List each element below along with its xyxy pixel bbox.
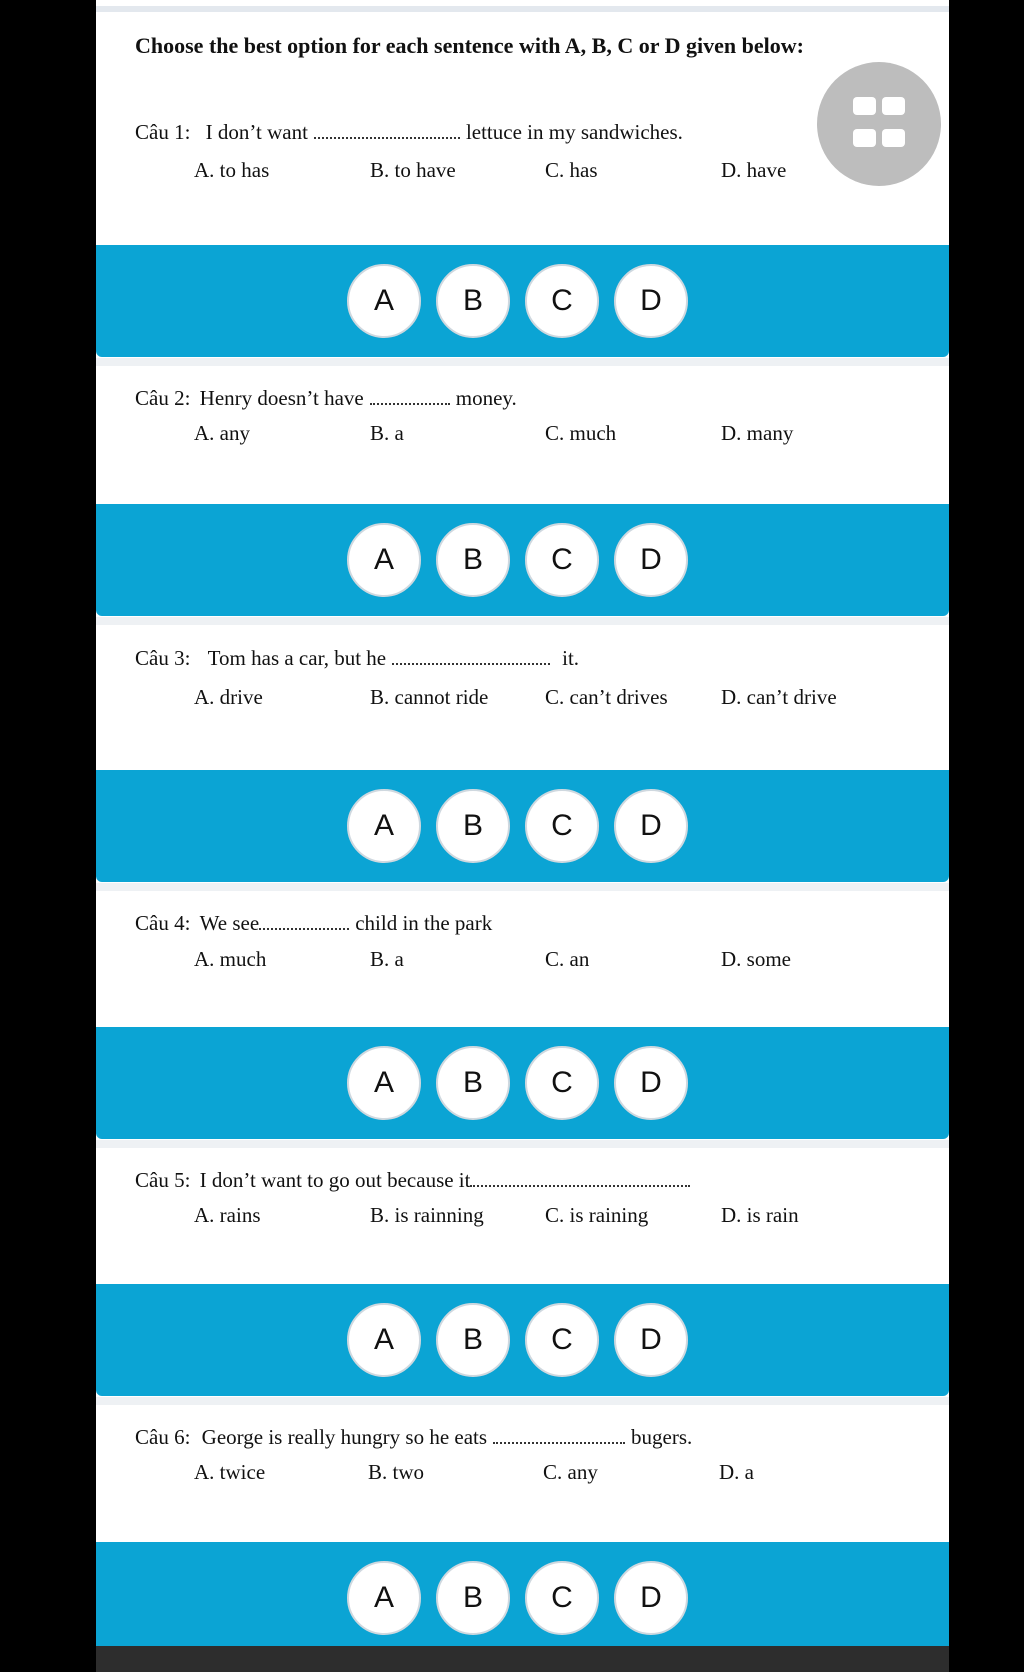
answer-blank: [493, 1428, 625, 1444]
option-d: D. many: [721, 421, 794, 445]
question-after-blank: lettuce in my sandwiches.: [465, 120, 683, 144]
question-after-blank: money.: [455, 386, 517, 410]
answer-bar-4: [96, 1027, 949, 1139]
options-row: [96, 1460, 949, 1490]
question-5: [96, 1148, 949, 1284]
option-b: B. two: [368, 1460, 425, 1484]
answer-d-button[interactable]: D: [614, 1561, 688, 1635]
question-before-blank: I don’t want to go out because it: [199, 1168, 471, 1192]
option-b: B. is rainning: [370, 1203, 484, 1227]
bottom-bar: [96, 1646, 949, 1672]
quiz-page: [96, 0, 949, 1672]
answer-d-button[interactable]: D: [614, 264, 688, 338]
option-c: C. is raining: [545, 1203, 649, 1227]
answer-c-button[interactable]: C: [525, 523, 599, 597]
answer-b-button[interactable]: B: [436, 523, 510, 597]
answer-a-button[interactable]: A: [347, 523, 421, 597]
answer-b-button[interactable]: B: [436, 1561, 510, 1635]
option-b: B. a: [370, 421, 404, 445]
answer-bar-6: [96, 1542, 949, 1654]
answer-a-button[interactable]: A: [347, 789, 421, 863]
question-text: [135, 120, 683, 145]
question-text: [135, 646, 579, 671]
question-after-blank: bugers.: [631, 1425, 693, 1449]
question-before-blank: Tom has a car, but he: [207, 646, 387, 670]
option-a: A. any: [194, 421, 250, 445]
options-row: [96, 685, 949, 715]
question-before-blank: We see: [199, 911, 260, 935]
question-after-blank: child in the park: [355, 911, 493, 935]
section-divider: [96, 1397, 949, 1405]
question-text: [135, 911, 492, 936]
question-number: Câu 2:: [135, 386, 191, 410]
option-a: A. much: [194, 947, 267, 971]
question-6: [96, 1405, 949, 1541]
options-row: [96, 158, 949, 188]
question-number: Câu 6:: [135, 1425, 191, 1449]
answer-blank: [470, 1171, 690, 1187]
question-before-blank: I don’t want: [205, 120, 308, 144]
answer-c-button[interactable]: C: [525, 1046, 599, 1120]
question-text: [135, 1425, 692, 1450]
answer-c-button[interactable]: C: [525, 264, 599, 338]
question-number: Câu 5:: [135, 1168, 191, 1192]
options-row: [96, 947, 949, 977]
option-d: D. is rain: [721, 1203, 799, 1227]
answer-d-button[interactable]: D: [614, 1303, 688, 1377]
instruction-heading: Choose the best option for each sentence with A, B, C or D given below:: [135, 33, 804, 58]
option-b: B. cannot ride: [370, 685, 489, 709]
option-c: C. can’t drives: [545, 685, 668, 709]
option-d: D. a: [719, 1460, 754, 1484]
option-d: D. some: [721, 947, 791, 971]
question-after-blank: it.: [562, 646, 580, 670]
answer-a-button[interactable]: A: [347, 1561, 421, 1635]
answer-b-button[interactable]: B: [436, 789, 510, 863]
question-3: [96, 625, 949, 770]
option-c: C. much: [545, 421, 617, 445]
answer-bar-5: [96, 1284, 949, 1396]
answer-bar-1: [96, 245, 949, 357]
section-divider: [96, 617, 949, 625]
question-before-blank: George is really hungry so he eats: [201, 1425, 488, 1449]
answer-d-button[interactable]: D: [614, 523, 688, 597]
answer-d-button[interactable]: D: [614, 1046, 688, 1120]
option-c: C. an: [545, 947, 590, 971]
section-divider: [96, 1140, 949, 1148]
question-text: [135, 1168, 696, 1193]
answer-blank: [370, 389, 450, 405]
section-divider: [96, 358, 949, 366]
answer-blank: [314, 123, 460, 139]
answer-c-button[interactable]: C: [525, 789, 599, 863]
question-2: [96, 366, 949, 504]
answer-a-button[interactable]: A: [347, 1303, 421, 1377]
question-number: Câu 3:: [135, 646, 191, 670]
question-4: [96, 891, 949, 1027]
answer-bar-2: [96, 504, 949, 616]
question-before-blank: Henry doesn’t have: [199, 386, 364, 410]
option-d: D. have: [721, 158, 787, 182]
question-text: [135, 386, 517, 411]
option-a: A. drive: [194, 685, 263, 709]
answer-d-button[interactable]: D: [614, 789, 688, 863]
answer-a-button[interactable]: A: [347, 264, 421, 338]
option-b: B. a: [370, 947, 404, 971]
answer-b-button[interactable]: B: [436, 1046, 510, 1120]
option-a: A. rains: [194, 1203, 261, 1227]
answer-a-button[interactable]: A: [347, 1046, 421, 1120]
option-c: C. has: [545, 158, 598, 182]
grid-menu-button[interactable]: [817, 62, 941, 186]
question-number: Câu 4:: [135, 911, 191, 935]
option-a: A. to has: [194, 158, 270, 182]
option-d: D. can’t drive: [721, 685, 837, 709]
answer-b-button[interactable]: B: [436, 264, 510, 338]
question-number: Câu 1:: [135, 120, 191, 144]
option-a: A. twice: [194, 1460, 266, 1484]
section-divider: [96, 883, 949, 891]
top-divider: [96, 6, 949, 12]
answer-blank: [259, 914, 349, 930]
answer-c-button[interactable]: C: [525, 1561, 599, 1635]
options-row: [96, 421, 949, 451]
answer-bar-3: [96, 770, 949, 882]
option-c: C. any: [543, 1460, 598, 1484]
answer-c-button[interactable]: C: [525, 1303, 599, 1377]
options-row: [96, 1203, 949, 1233]
option-b: B. to have: [370, 158, 456, 182]
answer-blank: [392, 649, 550, 665]
answer-b-button[interactable]: B: [436, 1303, 510, 1377]
